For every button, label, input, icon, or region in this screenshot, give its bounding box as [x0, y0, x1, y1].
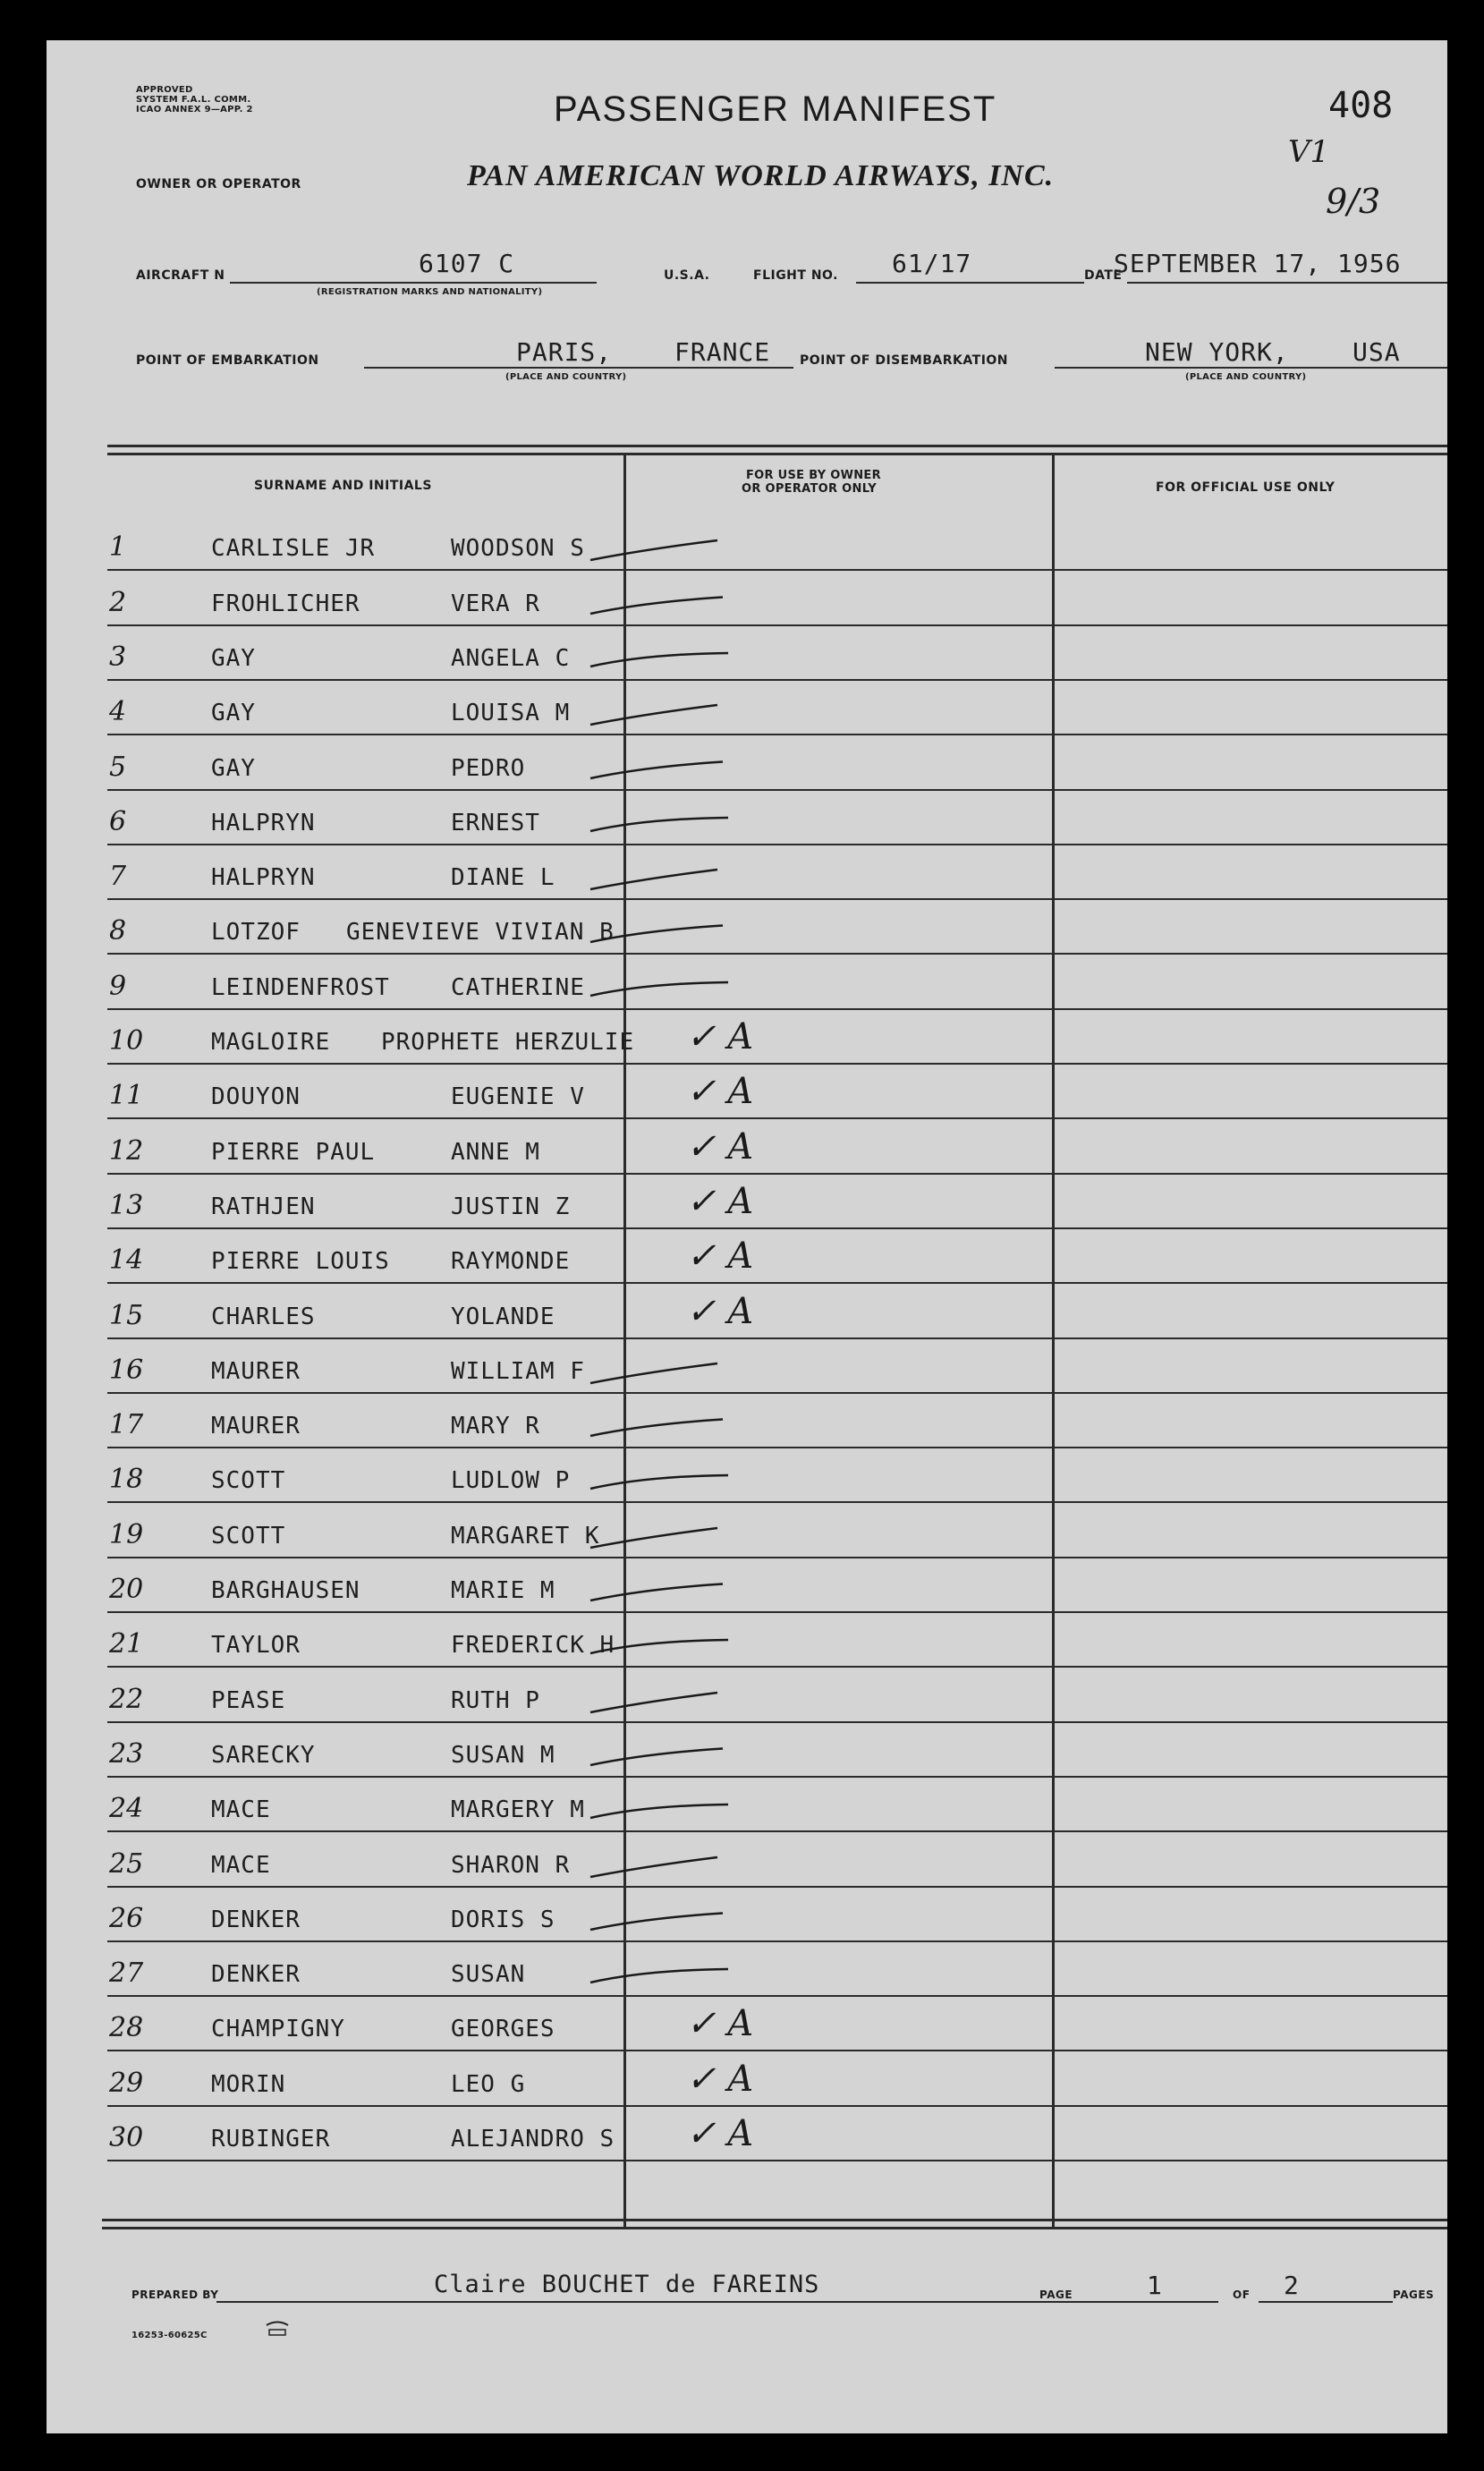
- passenger-surname: SARECKY: [211, 1741, 316, 1769]
- pages-label: PAGES: [1393, 2288, 1435, 2301]
- row-number: 6: [109, 805, 127, 837]
- passenger-given-names: ALEJANDRO S: [451, 2126, 615, 2153]
- row-rule: [107, 844, 1447, 845]
- row-rule: [107, 1830, 1447, 1832]
- passenger-surname: RATHJEN: [211, 1193, 316, 1220]
- checkmark-annotation: ✓ A: [686, 1290, 754, 1332]
- row-rule: [107, 1063, 1447, 1065]
- row-number: 4: [109, 696, 127, 728]
- row-number: 12: [109, 1134, 144, 1167]
- column-header-owner-2: OR OPERATOR ONLY: [742, 482, 877, 496]
- checkmark-annotation: ✓ A: [686, 2113, 754, 2154]
- passenger-surname: MAURER: [211, 1357, 301, 1385]
- passenger-given-names: FREDERICK H: [451, 1632, 615, 1660]
- checkmark-annotation: ✓ A: [686, 2058, 754, 2100]
- row-rule: [107, 2160, 1447, 2161]
- row-rule: [107, 2105, 1447, 2107]
- date-value: SEPTEMBER 17, 1956: [1114, 249, 1402, 278]
- checkmark-annotation: ✓ A: [686, 1236, 754, 1278]
- table-top-rule-2: [107, 453, 1447, 455]
- handwritten-dash: [583, 533, 762, 569]
- passenger-surname: TAYLOR: [211, 1632, 301, 1660]
- row-number: 14: [109, 1244, 144, 1277]
- row-rule: [107, 789, 1447, 791]
- handwritten-dash: [583, 753, 762, 789]
- handwritten-dash: [583, 589, 762, 624]
- row-rule: [107, 1995, 1447, 1997]
- passenger-given-names: PROPHETE HERZULIE: [381, 1029, 635, 1056]
- row-rule: [107, 1173, 1447, 1175]
- row-number: 29: [109, 2067, 144, 2099]
- passenger-given-names: EUGENIE V: [451, 1083, 585, 1111]
- passenger-given-names: LUDLOW P: [451, 1467, 571, 1495]
- row-rule: [107, 624, 1447, 626]
- handwritten-dash: [583, 1521, 762, 1557]
- row-number: 5: [109, 751, 127, 783]
- row-rule: [107, 679, 1447, 681]
- row-number: 7: [109, 861, 127, 893]
- handwritten-annotation-v: V1: [1288, 134, 1330, 170]
- passenger-given-names: SHARON R: [451, 1851, 571, 1879]
- handwritten-dash: [583, 1411, 762, 1447]
- handwritten-dash: [583, 1905, 762, 1940]
- approval-line-1: APPROVED: [136, 85, 193, 95]
- manifest-page: [47, 40, 1447, 2433]
- row-number: 3: [109, 641, 127, 673]
- passenger-given-names: YOLANDE: [451, 1303, 555, 1330]
- passenger-surname: MAURER: [211, 1413, 301, 1440]
- passenger-given-names: MARGARET K: [451, 1522, 600, 1550]
- date-label: DATE: [1084, 268, 1123, 283]
- passenger-surname: MORIN: [211, 2070, 286, 2098]
- passenger-surname: DENKER: [211, 1961, 301, 1989]
- passenger-surname: LOTZOF: [211, 919, 301, 947]
- handwritten-dash: [583, 917, 762, 953]
- column-header-owner-1: FOR USE BY OWNER: [746, 469, 881, 482]
- row-number: 22: [109, 1683, 144, 1715]
- passenger-surname: MAGLOIRE: [211, 1029, 331, 1056]
- passenger-surname: DOUYON: [211, 1083, 301, 1111]
- flight-label: FLIGHT NO.: [753, 268, 838, 283]
- row-number: 18: [109, 1464, 144, 1496]
- row-rule: [107, 569, 1447, 571]
- row-rule: [107, 1392, 1447, 1394]
- row-rule: [107, 1282, 1447, 1284]
- row-number: 15: [109, 1299, 144, 1331]
- passenger-surname: SCOTT: [211, 1467, 286, 1495]
- checkmark-annotation: ✓ A: [686, 2003, 754, 2045]
- page-value: 1: [1147, 2271, 1163, 2300]
- of-value: 2: [1284, 2271, 1300, 2300]
- row-rule: [107, 1557, 1447, 1558]
- row-number: 24: [109, 1793, 144, 1825]
- page-underline: [1084, 2301, 1218, 2303]
- flight-value: 61/17: [892, 249, 972, 278]
- passenger-given-names: SUSAN M: [451, 1741, 555, 1769]
- column-header-names: SURNAME AND INITIALS: [254, 479, 432, 493]
- row-rule: [107, 1886, 1447, 1888]
- row-rule: [107, 953, 1447, 955]
- handwritten-dash: [583, 808, 762, 844]
- passenger-given-names: JUSTIN Z: [451, 1193, 571, 1220]
- passenger-surname: RUBINGER: [211, 2126, 331, 2153]
- row-rule: [107, 2050, 1447, 2051]
- passenger-surname: CHARLES: [211, 1303, 316, 1330]
- handwritten-dash: [583, 698, 762, 734]
- passenger-surname: BARGHAUSEN: [211, 1577, 360, 1604]
- disembarkation-label: POINT OF DISEMBARKATION: [800, 353, 1009, 368]
- table-top-rule-1: [107, 445, 1447, 447]
- passenger-given-names: RAYMONDE: [451, 1248, 571, 1276]
- passenger-surname: PEASE: [211, 1686, 286, 1714]
- approval-line-3: ICAO ANNEX 9—APP. 2: [136, 105, 253, 115]
- passenger-surname: PIERRE PAUL: [211, 1138, 376, 1166]
- owner-label: OWNER OR OPERATOR: [136, 177, 301, 191]
- page-title: PASSENGER MANIFEST: [554, 89, 997, 129]
- handwritten-dash: [583, 1465, 762, 1501]
- embarkation-place-note: (PLACE AND COUNTRY): [505, 372, 627, 382]
- embarkation-underline: [364, 367, 793, 369]
- printer-seal-icon: [264, 2320, 291, 2339]
- row-number: 30: [109, 2122, 144, 2153]
- passenger-given-names: ANGELA C: [451, 644, 571, 672]
- row-number: 9: [109, 970, 127, 1002]
- row-number: 13: [109, 1189, 144, 1221]
- embarkation-country: FRANCE: [674, 337, 771, 367]
- handwritten-dash: [583, 1850, 762, 1886]
- table-bottom-rule-1: [102, 2219, 1447, 2221]
- passenger-given-names: LOUISA M: [451, 700, 571, 727]
- passenger-given-names: MARY R: [451, 1413, 540, 1440]
- row-number: 10: [109, 1025, 144, 1057]
- row-rule: [107, 1501, 1447, 1503]
- checkmark-annotation: ✓ A: [686, 1071, 754, 1113]
- row-number: 1: [109, 531, 127, 564]
- passenger-given-names: RUTH P: [451, 1686, 540, 1714]
- prepared-by-value: Claire BOUCHET de FAREINS: [434, 2271, 820, 2298]
- row-number: 27: [109, 1957, 144, 1990]
- handwritten-dash: [583, 643, 762, 679]
- row-rule: [107, 1611, 1447, 1613]
- checkmark-annotation: ✓ A: [686, 1180, 754, 1222]
- passenger-given-names: ANNE M: [451, 1138, 540, 1166]
- disembarkation-city: NEW YORK,: [1145, 337, 1289, 367]
- row-rule: [107, 1008, 1447, 1010]
- handwritten-dash: [583, 972, 762, 1008]
- prepared-by-label: PREPARED BY: [131, 2288, 219, 2301]
- disembarkation-underline: [1055, 367, 1447, 369]
- passenger-surname: GAY: [211, 754, 256, 782]
- column-header-official: FOR OFFICIAL USE ONLY: [1156, 480, 1336, 495]
- passenger-surname: CARLISLE JR: [211, 535, 376, 563]
- of-underline: [1259, 2301, 1393, 2303]
- handwritten-dash: [583, 1575, 762, 1611]
- form-code: 16253-60625C: [131, 2331, 208, 2340]
- passenger-given-names: VERA R: [451, 590, 540, 617]
- passenger-surname: DENKER: [211, 1906, 301, 1933]
- date-underline: [1127, 282, 1447, 284]
- row-number: 28: [109, 2012, 144, 2044]
- passenger-surname: HALPRYN: [211, 864, 316, 892]
- row-rule: [107, 1666, 1447, 1668]
- row-number: 20: [109, 1574, 144, 1605]
- approval-line-2: SYSTEM F.A.L. COMM.: [136, 95, 251, 105]
- passenger-given-names: DORIS S: [451, 1906, 555, 1933]
- page-label: PAGE: [1039, 2288, 1073, 2301]
- passenger-surname: FROHLICHER: [211, 590, 360, 617]
- passenger-surname: GAY: [211, 700, 256, 727]
- passenger-given-names: LEO G: [451, 2070, 526, 2098]
- passenger-given-names: ERNEST: [451, 809, 540, 836]
- owner-value: PAN AMERICAN WORLD AIRWAYS, INC.: [467, 159, 1055, 192]
- row-rule: [107, 1721, 1447, 1723]
- row-number: 17: [109, 1409, 144, 1441]
- passenger-surname: MACE: [211, 1851, 271, 1879]
- registration-note: (REGISTRATION MARKS AND NATIONALITY): [317, 287, 543, 297]
- usa-label: U.S.A.: [664, 268, 710, 283]
- handwritten-page-number: 408: [1328, 85, 1394, 126]
- flight-underline: [856, 282, 1084, 284]
- row-rule: [107, 1227, 1447, 1229]
- passenger-surname: LEINDENFROST: [211, 973, 390, 1001]
- row-rule: [107, 1940, 1447, 1942]
- disembarkation-country: USA: [1353, 337, 1401, 367]
- aircraft-label: AIRCRAFT N: [136, 268, 225, 283]
- passenger-surname: MACE: [211, 1796, 271, 1824]
- passenger-given-names: DIANE L: [451, 864, 555, 892]
- disembarkation-place-note: (PLACE AND COUNTRY): [1185, 372, 1307, 382]
- row-number: 8: [109, 915, 127, 947]
- handwritten-annotation-fraction: 9/3: [1326, 182, 1381, 221]
- column-divider-2: [1052, 455, 1055, 2227]
- row-number: 21: [109, 1628, 144, 1660]
- handwritten-dash: [583, 1686, 762, 1721]
- row-rule: [107, 1117, 1447, 1119]
- passenger-surname: HALPRYN: [211, 809, 316, 836]
- checkmark-annotation: ✓ A: [686, 1016, 754, 1057]
- row-rule: [107, 734, 1447, 735]
- embarkation-city: PARIS,: [516, 337, 613, 367]
- prepared-by-underline: [216, 2301, 1093, 2303]
- row-rule: [107, 1447, 1447, 1448]
- passenger-given-names: MARIE M: [451, 1577, 555, 1604]
- passenger-given-names: WILLIAM F: [451, 1357, 585, 1385]
- passenger-given-names: SUSAN: [451, 1961, 526, 1989]
- passenger-given-names: PEDRO: [451, 754, 526, 782]
- row-number: 11: [109, 1080, 144, 1112]
- checkmark-annotation: ✓ A: [686, 1125, 754, 1168]
- of-label: OF: [1233, 2288, 1251, 2301]
- handwritten-dash: [583, 1740, 762, 1776]
- row-number: 26: [109, 1902, 144, 1934]
- row-number: 25: [109, 1847, 144, 1880]
- passenger-surname: GAY: [211, 644, 256, 672]
- embarkation-label: POINT OF EMBARKATION: [136, 353, 319, 368]
- row-rule: [107, 1776, 1447, 1778]
- passenger-given-names: WOODSON S: [451, 535, 585, 563]
- row-rule: [107, 1337, 1447, 1339]
- aircraft-value: 6107 C: [419, 249, 515, 278]
- aircraft-underline: [230, 282, 597, 284]
- passenger-surname: SCOTT: [211, 1522, 286, 1550]
- passenger-surname: CHAMPIGNY: [211, 2016, 345, 2043]
- row-number: 16: [109, 1354, 144, 1386]
- handwritten-dash: [583, 1959, 762, 1995]
- passenger-given-names: GEORGES: [451, 2016, 555, 2043]
- passenger-given-names: MARGERY M: [451, 1796, 585, 1824]
- row-number: 23: [109, 1737, 144, 1770]
- handwritten-dash: [583, 1630, 762, 1666]
- row-number: 2: [109, 586, 127, 618]
- table-bottom-rule-2: [102, 2227, 1447, 2229]
- row-rule: [107, 898, 1447, 900]
- row-number: 19: [109, 1518, 144, 1550]
- passenger-given-names: GENEVIEVE VIVIAN B: [346, 919, 615, 947]
- handwritten-dash: [583, 1795, 762, 1830]
- handwritten-dash: [583, 862, 762, 898]
- passenger-surname: PIERRE LOUIS: [211, 1248, 390, 1276]
- passenger-given-names: CATHERINE: [451, 973, 585, 1001]
- handwritten-dash: [583, 1356, 762, 1392]
